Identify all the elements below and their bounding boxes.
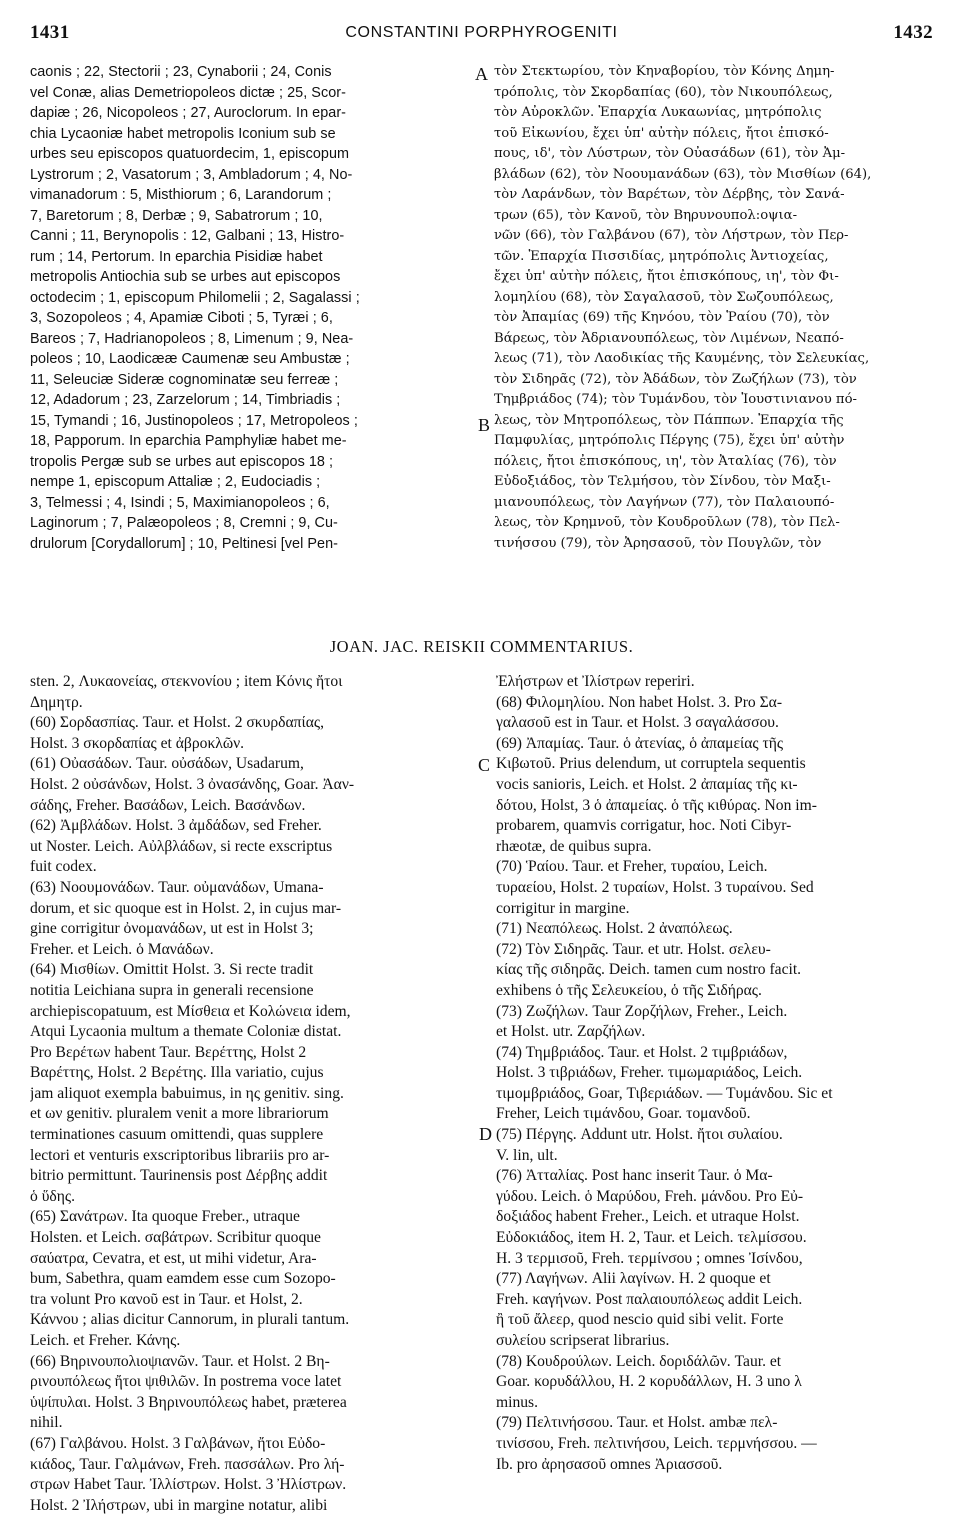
commentary-line: (65) Σανάτρων. Ita quoque Freber., utraque — [30, 1208, 300, 1226]
commentary-line: ἢ τοῦ ἄλεερ, quod nescio quid sibi velit. Forte — [496, 1311, 784, 1329]
greek-text-line: μιανουπόλεως, τὸν Λαγήνων (77), τὸν Παλαιουπό- — [494, 494, 835, 510]
commentary-line: Goar. κορυδάλλου, H. 2 κορυδάλλων, H. 3 uno λ — [496, 1373, 802, 1391]
commentary-line: Ἐλήστρων et Ἰλίστρων reperiri. — [496, 673, 695, 690]
latin-text-line: 11, Seleuciæ Sideræ cognominatæ seu ferreæ ; — [30, 371, 339, 388]
commentary-line: rhæotæ, de quibus supra. — [496, 837, 652, 855]
commentary-line: et Holst. utr. Ζαρζήλων. — [496, 1023, 646, 1041]
commentary-line: Freher. et Leich. ὁ Μανάδων. — [30, 940, 214, 958]
commentary-line: sten. 2, Λυκαονείας, στεκνονίου ; item Κόνις ἤτοι — [30, 673, 343, 690]
latin-text-line: Canni ; 11, Berynopolis : 12, Galbani ; 13, Histro- — [30, 228, 345, 244]
commentary-line: (70) Ῥαίου. Taur. et Freher, τυραίου, Leich. — [496, 858, 768, 876]
commentary-line: τυραείου, Holst. 2 τυραίων, Holst. 3 τυραίνου. Sed — [496, 878, 814, 896]
commentary-line: jam aliquot exempla babuimus, in ης genitiv. sing. — [30, 1084, 344, 1102]
commentary-line: (72) Τὸν Σιδηρᾶς. Taur. et utr. Holst. σελευ- — [496, 940, 771, 958]
greek-text-line: τὸν Στεκτωρίου, τὸν Κηναβορίου, τὸν Κόνης Δημη- — [494, 64, 835, 79]
commentary-line: (78) Κουδρούλων. Leich. δοριδάλῶν. Taur. et — [496, 1352, 782, 1370]
commentary-line: Freher, Leich τιμάνδου, Goar. τομανδοῦ. — [496, 1105, 751, 1123]
commentary-line: τινίσσου, Freh. πελτινήσου, Leich. τερμνήσσου. — — [496, 1434, 817, 1452]
latin-text-line: metropolis Antiochia sub se urbes aut episcopos — [30, 269, 341, 285]
commentary-line: (69) Ἀπαμίας. Taur. ὁ ἀτενίας, ὁ ἀπαμείας τῆς — [496, 734, 784, 752]
latin-text-line: vel Conæ, alias Demetriopoleos dictæ ; 25, Scor- — [30, 84, 346, 101]
latin-text-line: rum ; 14, Pertorum. In eparchia Pisidiæ habet — [30, 248, 323, 265]
greek-text-line: τοῦ Εἰκωνίου, ἔχει ὑπ' αὐτὴν πόλεις, ἤτοι ἐπισκό- — [494, 125, 829, 141]
greek-text-line: πους, ιδ', τὸν Λύστρων, τὸν Οὐασάδων (61), τὸν Ἀμ- — [494, 146, 846, 161]
commentary-line: σαύατρα, Cevatra, et est, ut mihi videtur, Ara- — [30, 1249, 317, 1267]
commentary-line: Holsten. et Leich. σαβάτρων. Scribitur quoque — [30, 1229, 321, 1247]
commentary-line: H. 3 τερμισοῦ, Freh. τερμίνσου ; omnes Ἰσίνδου, — [496, 1249, 803, 1267]
commentary-line: ut Noster. Leich. Αὐλβλάδων, si recte exscriptus — [30, 837, 333, 855]
margin-letter-a: A — [475, 64, 488, 84]
commentary-line: (74) Τημβριάδος. Taur. et Holst. 2 τιμβριάδων, — [496, 1043, 788, 1061]
latin-text-column — [30, 62, 480, 554]
greek-text-line: Εὐδοξιάδος, τὸν Τελμήσου, τὸν Σίνδου, τὸν Μαξι- — [494, 474, 831, 489]
margin-letter-b: B — [478, 415, 491, 435]
greek-text-line: Παμφυλίας, μητρόπολις Πέργης (75), ἔχει ὑπ' αὐτὴν — [494, 433, 845, 448]
latin-text-line: 7, Baretorum ; 8, Derbæ ; 9, Sabatrorum ; 10, — [30, 207, 323, 224]
page-header — [0, 18, 963, 50]
commentary-line: notitia Leichiana supra in generali recensione — [30, 981, 314, 999]
commentary-line: Δημητρ. — [30, 693, 83, 711]
commentary-title: JOAN. JAC. REISKII COMMENTARIUS. — [329, 637, 634, 656]
commentary-line: δοξιάδος habent Freher., Leich. et utraque Holst. — [496, 1208, 800, 1226]
latin-text-line: poleos ; 10, Laodicææ Caumenæ seu Ambustæ ; — [30, 351, 350, 367]
greek-text-line: τῶν. Ἐπαρχία Πισσιδίας, μητρόπολις Ἀντιοχείας, — [494, 248, 829, 264]
latin-text-line: octodecim ; 1, episcopum Philomelii ; 2, Sagalassi ; — [30, 289, 360, 306]
margin-letter-c: C — [478, 755, 491, 775]
greek-text-line: τὸν Ἀπαμίας (69) τῆς Κηνόου, τὸν Ῥαίου (70), τὸν — [494, 310, 830, 325]
latin-text-line: vimanadorum : 5, Misthiorum ; 6, Larandorum ; — [30, 187, 332, 203]
commentary-line: Holst. 2 οὐσάνδων, Holst. 3 ὀνασάνδης, Goar. Ἀαν- — [30, 775, 355, 793]
commentary-line: τιμομβριάδος, Goar, Τιβεριάδων. — Τυμάνδου. Sic et — [496, 1084, 833, 1102]
latin-text-line: 18, Papporum. In eparchia Pamphyliæ habet me- — [30, 433, 347, 449]
greek-text-line: Τημβριάδος (74); τὸν Τυμάνδου, τὸν Ἰουστινιανου πό- — [494, 392, 857, 407]
commentary-line: Holst. 3 τιβριάδων, Freher. τιμωμαριάδος, Leich. — [496, 1064, 803, 1082]
commentary-line: (68) Φιλομηλίου. Non habet Holst. 3. Pro Σα- — [496, 693, 783, 711]
greek-text-column — [494, 62, 939, 554]
greek-text-line: τρόπολις, τὸν Σκορδαπίας (60), τὸν Νικουπόλεως, — [494, 84, 833, 100]
commentary-line: nihil. — [30, 1414, 63, 1432]
commentary-line: Pro Βερέτων habent Taur. Βερέττης, Holst 2 — [30, 1043, 307, 1061]
latin-text-line: caonis ; 22, Stectorii ; 23, Cynaborii ; 24, Conis — [30, 64, 332, 80]
commentary-line: Freh. καγήνων. Post παλαιουπόλεως addit Leich. — [496, 1290, 803, 1308]
greek-text-line: λεως, τὸν Κρημνοῦ, τὸν Κουδροῦλων (78), τὸν Πελ- — [494, 515, 840, 530]
latin-text-line: chia Lycaoniæ habet metropolis Iconium sub se — [30, 125, 336, 142]
commentary-line: δότου, Holst, 3 ὁ ἀπαμείας. ὁ τῆς κιθύρας. Non im- — [496, 796, 817, 814]
commentary-line: στρων Habet Taur. Ἰλλίστρων. Holst. 3 Ἠλίστρων. — [30, 1476, 347, 1494]
commentary-line: (67) Γαλβάνου. Holst. 3 Γαλβάνων, ἤτοι Εὐδο- — [30, 1434, 326, 1452]
commentary-line: (71) Νεαπόλεως. Holst. 2 ἀναπόλεως. — [496, 920, 733, 938]
greek-text-line: τὸν Αὐροκλῶν. Ἐπαρχία Λυκαωνίας, μητρόπολις — [494, 105, 822, 120]
commentary-line: (73) Ζωζήλων. Taur Ζορζήλων, Freher., Leich. — [496, 1002, 788, 1020]
greek-text-line: νῶν (66), τὸν Γαλβάνου (67), τὸν Λήστρων, τὸν Περ- — [494, 228, 849, 243]
commentary-line: minus. — [496, 1393, 539, 1411]
commentary-line: (64) Μισθίων. Omittit Holst. 3. Si recte tradit — [30, 961, 314, 979]
commentary-line: σάδης, Freher. Βασάδων, Leich. Βασάνδων. — [30, 796, 306, 814]
commentary-line: ὁ ὕδης. — [30, 1187, 75, 1205]
commentary-line: bum, Sabethra, quam eamdem esse cum Sozopo- — [30, 1270, 336, 1288]
greek-text-line: τρων (65), τὸν Κανοῦ, τὸν Βηρυνουπολ:οψια- — [494, 207, 798, 223]
commentary-line: ὑψίπυλαι. Holst. 3 Βηρινουπόλεως habet, præterea — [30, 1393, 347, 1411]
commentary-line: (76) Ἀτταλίας. Post hanc inserit Taur. ὁ Μα- — [496, 1167, 773, 1185]
latin-text-line: Laginorum ; 7, Palæopoleos ; 8, Cremni ; 9, Cu- — [30, 515, 338, 531]
commentary-right-column — [496, 672, 936, 1475]
commentary-line: (77) Λαγήνων. Alii λαγίνων. H. 2 quoque et — [496, 1270, 771, 1288]
commentary-line: et ων genitiv. pluralem venit a more librariorum — [30, 1105, 329, 1123]
commentary-line: Κιβωτοῦ. Prius delendum, ut corruptela sequentis — [496, 755, 806, 773]
commentary-line: γαλασοῦ est in Taur. et Holst. 3 σαγαλάσσου. — [496, 714, 779, 732]
commentary-line: tra volunt Pro κανοῦ est in Taur. et Holst, 2. — [30, 1290, 303, 1308]
running-title: CONSTANTINI PORPHYROGENITI — [345, 24, 618, 41]
commentary-line: (66) Βηρινουπολιοψιανῶν. Taur. et Holst. 2 Βη- — [30, 1352, 330, 1370]
commentary-line: (63) Νοουμονάδων. Taur. οὐμανάδων, Umana- — [30, 878, 324, 896]
commentary-line: dorum, et sic quoque est in Holst. 2, in cujus mar- — [30, 899, 342, 917]
commentary-line: Βαρέττης, Holst. 2 Βερέτης. Illa variatio, cujus — [30, 1064, 324, 1082]
latin-text-line: dapiæ ; 26, Nicopoleos ; 27, Auroclorum. In epar- — [30, 105, 347, 121]
latin-text-line: 3, Telmessi ; 4, Isindi ; 5, Maximianopoleos ; 6, — [30, 494, 330, 511]
commentary-line: Atqui Lycaonia multum a themate Coloniæ distat. — [30, 1023, 342, 1041]
commentary-line: γύδου. Leich. ὁ Μαρύδου, Freh. μάνδου. Pro Εὐ- — [496, 1187, 804, 1205]
commentary-line: Εὐδοκιάδος, item H. 2, Taur. et Leich. τελμίσσου. — [496, 1229, 807, 1247]
commentary-line: corrigitur in margine. — [496, 899, 630, 917]
commentary-line: archiepiscopatuum, est Μίσθεια et Κολώνεια idem, — [30, 1002, 351, 1020]
latin-text-line: Lystrorum ; 2, Vasatorum ; 3, Ambladorum ; 4, No- — [30, 166, 353, 183]
commentary-line: V. lin, ult. — [496, 1146, 558, 1164]
commentary-line: Ib. pro ἀρησασοῦ omnes Ἀριασσοῦ. — [496, 1455, 723, 1473]
latin-text-line: drulorum [Corydallorum] ; 10, Peltinesi [vel Pen- — [30, 535, 338, 552]
latin-text-line: Bareos ; 7, Hadrianopoleos ; 8, Limenum ; 9, Nea- — [30, 330, 354, 347]
commentary-line: ρινουπόλεως ἤτοι ψιθιλῶν. In postrema voce latet — [30, 1373, 342, 1391]
greek-text-line: τὸν Σιδηρᾶς (72), τὸν Ἀδάδων, τὸν Ζωζήλων (73), τὸν — [494, 371, 857, 387]
latin-text-line: urbes seu episcopos quatuordecim, 1, episcopum — [30, 146, 350, 162]
greek-text-line: ἔχει ὑπ' αὐτὴν πόλεις, ἤτοι ἐπισκόπους, ιη', τὸν Φι- — [494, 269, 839, 284]
commentary-line: κίας τῆς σιδηρᾶς. Deich. tamen cum nostro facit. — [496, 961, 802, 979]
commentary-line: Leich. et Freher. Κάνης. — [30, 1332, 181, 1349]
page-number-right: 1432 — [893, 22, 933, 43]
commentary-line: exhibens ὁ τῆς Σελευκείου, ὁ τῆς Σιδήρας. — [496, 981, 762, 999]
commentary-line: (61) Οὐασάδων. Taur. οὐσάδων, Usadarum, — [30, 755, 304, 773]
greek-text-line: λομηλίου (68), τὸν Σαγαλασοῦ, τὸν Σωζουπόλεως, — [494, 289, 834, 305]
latin-text-line: 15, Tymandi ; 16, Justinopoleos ; 17, Metropoleos ; — [30, 412, 358, 429]
commentary-line: fuit codex. — [30, 858, 97, 876]
commentary-line: (79) Πελτινήσσου. Taur. et Holst. ambæ πελ- — [496, 1414, 778, 1432]
greek-text-line: πόλεις, ἤτοι ἐπισκόπους, ιη', τὸν Ἀταλίας (76), τὸν — [494, 453, 837, 469]
greek-text-line: τινήσσου (79), τὸν Ἀρησασοῦ, τὸν Πουγλῶν, τὸν — [494, 535, 822, 551]
commentary-line: (75) Πέργης. Addunt utr. Holst. ἤτοι συλαίου. — [496, 1126, 783, 1144]
greek-text-line: τὸν Λαράνδων, τὸν Βαρέτων, τὸν Δέρβης, τὸν Σανά- — [494, 187, 845, 202]
latin-text-line: 12, Adadorum ; 23, Zarzelorum ; 14, Timbriadis ; — [30, 392, 341, 408]
commentary-line: vocis sanioris, Leich. et Holst. 2 ἀπαμίας τῆς κι- — [496, 775, 798, 793]
commentary-line: Κάννου ; alias dicitur Cannorum, in plurali tantum. — [30, 1311, 350, 1329]
commentary-left-column — [30, 672, 480, 1516]
commentary-line: (60) Σορδασπίας. Taur. et Holst. 2 σκυρδαπίας, — [30, 714, 324, 732]
commentary-line: Holst. 2 Ἰλήστρων, ubi in margine notatur, alibi — [30, 1496, 328, 1514]
commentary-line: probarem, quamvis corrigatur, hoc. Noti Cibyr- — [496, 817, 792, 835]
commentary-line: συλείου scripserat librarius. — [496, 1332, 670, 1349]
greek-text-line: βλάδων (62), τὸν Νοουμανάδων (63), τὸν Μισθίων (64), — [494, 166, 872, 182]
greek-text-line: λεως, τὸν Μητροπόλεως, τὸν Πάππων. Ἐπαρχία τῆς — [494, 412, 844, 428]
commentary-line: Holst. 3 σκορδαπίας et ἀβροκλῶν. — [30, 734, 245, 752]
commentary-line: terminationes casuum omittendi, quas supplere — [30, 1126, 324, 1144]
commentary-line: gine corrigitur ὀνομανάδων, ut est in Holst 3; — [30, 920, 314, 938]
commentary-line: bitrio permittunt. Taurinensis post Δέρβης addit — [30, 1167, 328, 1185]
latin-text-line: tropolis Pergæ sub se urbes aut episcopos 18 ; — [30, 453, 334, 470]
greek-text-line: λεως (71), τὸν Λαοδικίας τῆς Καυμένης, τὸν Σελευκίας, — [494, 351, 870, 366]
page-number-left: 1431 — [30, 22, 70, 43]
greek-text-line: Βάρεως, τὸν Ἀδριανουπόλεως, τὸν Λιμένων, Νεαπό- — [494, 330, 844, 346]
commentary-line: κιάδος, Taur. Γαλμάνων, Freh. πασσάλων. Pro λή- — [30, 1455, 345, 1473]
latin-text-line: 3, Sozopoleos ; 4, Apamiæ Ciboti ; 5, Tyræi ; 6, — [30, 310, 333, 326]
latin-text-line: nempe 1, episcopum Attaliæ ; 2, Eudociadis ; — [30, 474, 321, 490]
commentary-line: (62) Ἀμβλάδων. Holst. 3 ἀμδάδων, sed Freher. — [30, 817, 322, 835]
commentary-line: lectori et venturis exscriptoribus librariis pro ar- — [30, 1146, 330, 1164]
margin-letter-d: D — [479, 1124, 492, 1144]
